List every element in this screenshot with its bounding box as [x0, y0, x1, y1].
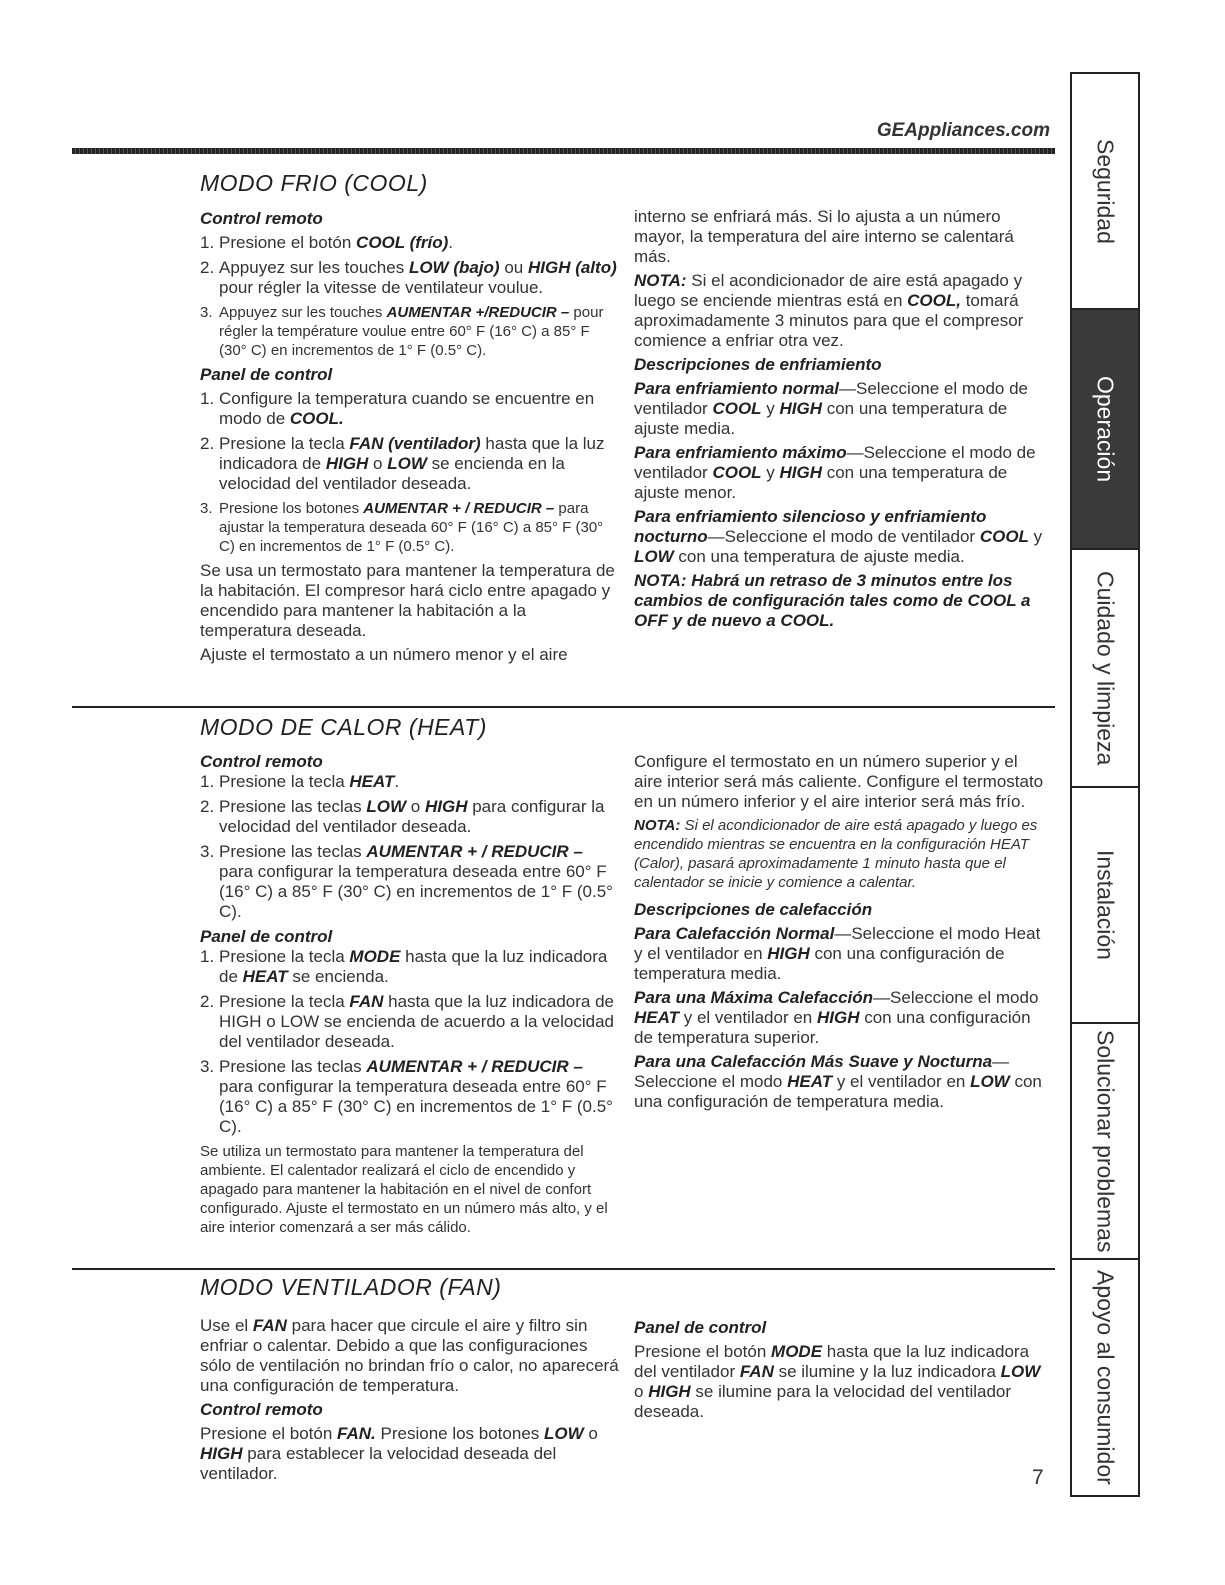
- header-rule: [72, 148, 1055, 154]
- list-item: 3. Appuyez sur les touches AUMENTAR +/REDUCIR – pour régler la température voulue entre 60° F (16° C) a 85° F (30° C) en incrementos de 1° F (0.5° C).: [200, 304, 604, 359]
- heat-panel-list: [200, 947, 620, 1137]
- cool-panel-heading: Panel de control: [200, 365, 333, 384]
- cool-quiet-desc: Para enfriamiento silencioso y enfriamiento nocturno—Seleccione el modo de ventilador COOL y LOW con una temperatura de ajuste media.: [634, 507, 1043, 566]
- list-item: 1. Configure la temperatura cuando se encuentre en modo de COOL.: [200, 389, 595, 428]
- cool-thermostat-text-2: Ajuste el termostato a un número menor y el aire: [200, 645, 568, 664]
- section-title-cool: MODO FRIO (COOL): [200, 170, 428, 196]
- fan-panel-heading: Panel de control: [634, 1318, 767, 1337]
- tab-label: Seguridad: [1092, 138, 1119, 244]
- list-item: 3. Presione las teclas AUMENTAR + / REDUCIR – para configurar la temperatura deseada entre 60° F (16° C) a 85° F (30° C) en incrementos de 1° F (0.5° C).: [200, 1057, 613, 1136]
- list-item: 2. Appuyez sur les touches LOW (bajo) ou HIGH (alto) pour régler la vitesse de ventilateur voulue.: [200, 258, 617, 297]
- heat-max-desc: Para una Máxima Calefacción—Seleccione el modo HEAT y el ventilador en HIGH con una configuración de temperatura superior.: [634, 988, 1039, 1047]
- tab-seguridad[interactable]: [1072, 74, 1138, 310]
- heat-intro-text: Configure el termostato en un número superior y el aire interior será más caliente. Configure el termostato en un número inferior y el aire interior será más frío.: [634, 752, 1044, 811]
- cool-right-column: [634, 207, 1044, 635]
- heat-remote-heading: Control remoto: [200, 752, 323, 771]
- fan-right-column: [634, 1316, 1049, 1426]
- tab-label: Solucionar problemas: [1092, 1029, 1119, 1253]
- tab-solucionar-problemas[interactable]: [1072, 1024, 1138, 1260]
- section-title-heat: MODO DE CALOR (HEAT): [200, 714, 487, 740]
- tab-instalacion[interactable]: [1072, 788, 1138, 1024]
- page-number: 7: [1032, 1466, 1044, 1489]
- tab-operacion[interactable]: [1072, 310, 1138, 550]
- tab-label: Instalación: [1092, 850, 1119, 960]
- list-item: 1. Presione la tecla MODE hasta que la luz indicadora de HEAT se encienda.: [200, 947, 608, 986]
- heat-thermostat-text: Se utiliza un termostato para mantener la temperatura del ambiente. El calentador realizará el ciclo de encendido y apagado para mantener la habitación en el nivel de confort configurado. Ajuste el termostato en un número más alto, y el aire interior comenzará a ser más cálido.: [200, 1143, 608, 1236]
- section-tabs: [1070, 72, 1140, 1497]
- tab-apoyo-al-consumidor[interactable]: [1072, 1260, 1138, 1495]
- list-item: 2. Presione la tecla FAN (ventilador) hasta que la luz indicadora de HIGH o LOW se encienda en la velocidad del ventilador deseada.: [200, 434, 605, 493]
- heat-right-column: [634, 752, 1049, 1116]
- tab-label: Operación: [1092, 375, 1119, 483]
- cool-note-2: NOTA: Habrá un retraso de 3 minutos entre los cambios de configuración tales como de COOL a OFF y de nuevo a COOL.: [634, 571, 1031, 630]
- site-url: GEAppliances.com: [876, 120, 1050, 141]
- section-divider: [72, 706, 1055, 708]
- fan-intro: Use el FAN para hacer que circule el aire y filtro sin enfriar o calentar. Debido a que las configuraciones sólo de ventilación no brindan frío o calor, no aparecerá una configuración de temperatura.: [200, 1316, 619, 1395]
- cool-remote-heading: Control remoto: [200, 209, 323, 228]
- cool-desc-heading: Descripciones de enfriamiento: [634, 355, 882, 374]
- cool-left-column: [200, 207, 620, 669]
- heat-panel-heading: Panel de control: [200, 927, 333, 946]
- list-item: 1. Presione la tecla HEAT.: [200, 772, 400, 791]
- heat-note: NOTA: Si el acondicionador de aire está apagado y luego es encendido mientras se encuentra en la configuración HEAT (Calor), pasará aproximadamente 1 minuto hasta que el calentador se inicie y comience a calentar.: [634, 817, 1038, 891]
- fan-panel-text: Presione el botón MODE hasta que la luz indicadora del ventilador FAN se ilumine y la luz indicadora LOW o HIGH se ilumine para la velocidad del ventilador deseada.: [634, 1342, 1041, 1421]
- section-divider: [72, 1268, 1055, 1270]
- fan-remote-heading: Control remoto: [200, 1400, 323, 1419]
- list-item: 3. Presione los botones AUMENTAR + / REDUCIR – para ajustar la temperatura deseada 60° F (16° C) a 85° F (30° C) en incrementos de 1° F (0.5° C).: [200, 500, 604, 555]
- heat-remote-list: [200, 772, 620, 922]
- section-title-fan: MODO VENTILADOR (FAN): [200, 1274, 502, 1300]
- list-item: 3. Presione las teclas AUMENTAR + / REDUCIR – para configurar la temperatura deseada entre 60° F (16° C) a 85° F (30° C) en incrementos de 1° F (0.5° C).: [200, 842, 613, 921]
- heat-soft-desc: Para una Calefacción Más Suave y Nocturna— Seleccione el modo HEAT y el ventilador en LOW con una configuración de temperatura media.: [634, 1052, 1042, 1111]
- cool-thermostat-text: Se usa un termostato para mantener la temperatura de la habitación. El compresor hará ciclo entre apagado y encendido para mantener la habitación a la temperatura deseada.: [200, 561, 615, 640]
- heat-left-column: [200, 752, 620, 1241]
- cool-remote-list: [200, 233, 620, 360]
- tab-label: Cuidado y limpieza: [1092, 570, 1119, 766]
- cool-panel-list: [200, 389, 620, 556]
- heat-desc-heading: Descripciones de calefacción: [634, 900, 873, 919]
- tab-cuidado-y-limpieza[interactable]: [1072, 550, 1138, 788]
- fan-left-column: [200, 1316, 620, 1488]
- cool-note-1: NOTA: Si el acondicionador de aire está apagado y luego se enciende mientras está en COOL, tomará aproximadamente 3 minutos para que el compresor comience a enfriar otra vez.: [634, 271, 1024, 350]
- fan-remote-text: Presione el botón FAN. Presione los botones LOW o HIGH para establecer la velocidad deseada del ventilador.: [200, 1424, 598, 1483]
- cool-continued-text: interno se enfriará más. Si lo ajusta a un número mayor, la temperatura del aire interno se calentará más.: [634, 207, 1014, 266]
- list-item: 2. Presione las teclas LOW o HIGH para configurar la velocidad del ventilador deseada.: [200, 797, 605, 836]
- cool-normal-desc: Para enfriamiento normal—Seleccione el modo de ventilador COOL y HIGH con una temperatura de ajuste media.: [634, 379, 1029, 438]
- heat-normal-desc: Para Calefacción Normal—Seleccione el modo Heat y el ventilador en HIGH con una configuración de temperatura media.: [634, 924, 1041, 983]
- tab-label: Apoyo al consumidor: [1092, 1270, 1119, 1485]
- list-item: 2. Presione la tecla FAN hasta que la luz indicadora de HIGH o LOW se encienda de acuerdo a la velocidad del ventilador deseada.: [200, 992, 615, 1051]
- list-item: 1. Presione el botón COOL (frío).: [200, 233, 454, 252]
- cool-max-desc: Para enfriamiento máximo—Seleccione el modo de ventilador COOL y HIGH con una temperatura de ajuste menor.: [634, 443, 1036, 502]
